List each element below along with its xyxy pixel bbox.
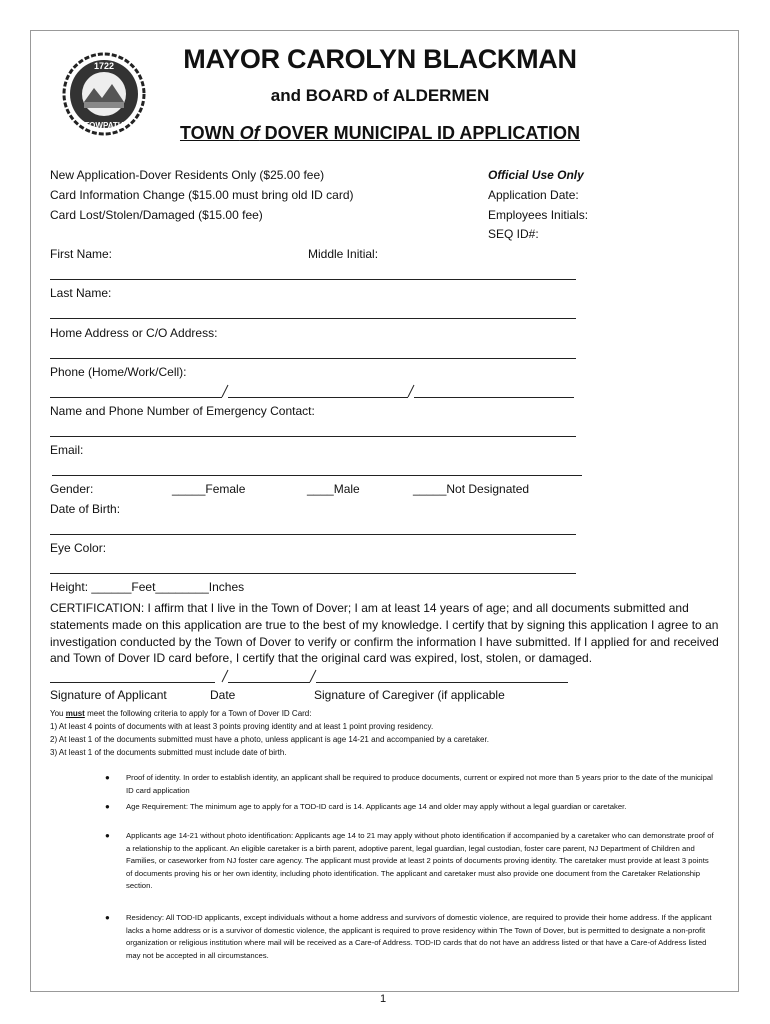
slash-divider [220, 669, 230, 683]
gender-male-option[interactable]: ____Male [307, 482, 360, 496]
form-title-post: DOVER MUNICIPAL ID APPLICATION [259, 123, 580, 143]
criteria-intro [50, 708, 311, 719]
official-employee-initials: Employees Initials: [488, 208, 589, 222]
phone-field-cell[interactable] [414, 397, 574, 398]
criteria-must: must [65, 709, 85, 718]
criteria-item: 1) At least 4 points of documents with at least 3 points proving identity and at least 1 point proving residency. [50, 722, 434, 731]
form-title-of: Of [239, 123, 260, 143]
phone-field-work[interactable] [228, 397, 408, 398]
option-card-lost[interactable]: Card Lost/Stolen/Damaged ($15.00 fee) [50, 208, 263, 222]
eye-color-label: Eye Color: [50, 541, 107, 555]
official-use-heading: Official Use Only [488, 168, 584, 182]
certification-text: CERTIFICATION: I affirm that I live in the Town of Dover; I am at least 14 years of age; and all documents submitted and statements made on this application are true to the best of my knowledge. I certify that by signing this application I agree to an investigation conducted by the Town of Dover to verify or confirm the information I have submitted. If I applied for and received and Town of Dover ID card before, I certify that the original card was expired, lost, stolen, or damaged. [50, 601, 719, 666]
bullet-age-requirement: Age Requirement: The minimum age to apply for a TOD-ID card is 14. Applicants age 14 and older may apply without a legal guardian or caretaker. [126, 802, 627, 811]
option-card-change[interactable]: Card Information Change ($15.00 must bring old ID card) [50, 188, 354, 202]
signature-applicant-field[interactable] [50, 682, 215, 683]
dob-label: Date of Birth: [50, 502, 121, 516]
slash-divider [308, 669, 318, 683]
middle-initial-label: Middle Initial: [308, 247, 379, 261]
bullet-residency: Residency: All TOD-ID applicants, except individuals without a home address and survivors of domestic violence, are required to provide their home address. If the applicant lacks a home address or is a survivor of domestic violence, the applicant is required to prove residency within The Town of Dover, but is permitted to designate a non-profit organization or religious institution where mail will be received as a Care-of Address. TOD-ID cards that do not have an address listed or that have a Care-of Address listed may not be accepted in all circumstances. [126, 913, 712, 960]
email-field[interactable] [52, 475, 582, 476]
phone-field-home[interactable] [50, 397, 222, 398]
criteria-intro-post: meet the following criteria to apply for a Town of Dover ID Card: [84, 709, 312, 718]
criteria-intro-pre: You [50, 709, 66, 718]
bullet-icon: ● [105, 802, 110, 811]
official-application-date: Application Date: [488, 188, 579, 202]
signature-caregiver-field[interactable] [316, 682, 568, 683]
bullet-icon: ● [105, 913, 110, 922]
gender-not-designated-option[interactable]: _____Not Designated [413, 482, 530, 496]
form-title [140, 123, 620, 144]
seal-year: 1722 [93, 61, 115, 71]
email-label: Email: [50, 443, 84, 457]
address-field[interactable] [50, 358, 576, 359]
slash-divider [406, 384, 416, 398]
town-seal-icon [62, 52, 146, 136]
slash-divider [220, 384, 230, 398]
last-name-label: Last Name: [50, 286, 112, 300]
signature-date-field[interactable] [228, 682, 310, 683]
gender-label: Gender: [50, 482, 94, 496]
criteria-item: 2) At least 1 of the documents submitted must have a photo, unless applicant is age 14-21 and accompanied by a caretaker. [50, 735, 489, 744]
phone-label: Phone (Home/Work/Cell): [50, 365, 187, 379]
page-subtitle: and BOARD of ALDERMEN [270, 86, 490, 105]
option-new-application[interactable]: New Application-Dover Residents Only ($25.00 fee) [50, 168, 325, 182]
bullet-icon: ● [105, 831, 110, 840]
seal-label: TOWPATH [84, 121, 124, 130]
page-title: MAYOR CAROLYN BLACKMAN [183, 44, 577, 74]
page-number: 1 [380, 993, 387, 1005]
bullet-icon: ● [105, 773, 110, 782]
signature-applicant-label: Signature of Applicant [50, 688, 167, 702]
address-label: Home Address or C/O Address: [50, 326, 218, 340]
official-seq-id: SEQ ID#: [488, 227, 539, 241]
emergency-contact-label: Name and Phone Number of Emergency Contact: [50, 404, 315, 418]
emergency-contact-field[interactable] [50, 436, 576, 437]
criteria-item: 3) At least 1 of the documents submitted must include date of birth. [50, 748, 287, 757]
last-name-field[interactable] [50, 318, 576, 319]
signature-date-label: Date [210, 688, 236, 702]
dob-field[interactable] [50, 534, 576, 535]
eye-color-field[interactable] [50, 573, 576, 574]
form-title-pre: TOWN [179, 123, 240, 143]
signature-caregiver-label: Signature of Caregiver (if applicable [314, 688, 505, 702]
gender-female-option[interactable]: _____Female [172, 482, 246, 496]
first-name-field[interactable] [50, 279, 576, 280]
height-field[interactable]: Height: ______Feet________Inches [50, 580, 245, 594]
first-name-label: First Name: [50, 247, 113, 261]
bullet-proof-identity: Proof of identity. In order to establish identity, an applicant shall be required to produce documents, current or expired not more than 5 years prior to the date of the municipal ID card application [126, 773, 713, 795]
bullet-applicants-14-21: Applicants age 14-21 without photo identification: Applicants age 14 to 21 may apply without photo identification if accompanied by a caretaker who can demonstrate proof of a relationship to the applicant. An eligible caretaker is a birth parent, adoptive parent, legal guardian, legal custodian, foster care parent, NJ Department of Children and Families, or caseworker from NJ foster care agency. The applicant must provide at least 2 points of documents proving identity. The caretaker must provide at least 3 points of documents proving his or her own identity, including photo identification. The applicant and caretaker must also provide one document from the Caretaker Relationship section. [126, 831, 714, 891]
